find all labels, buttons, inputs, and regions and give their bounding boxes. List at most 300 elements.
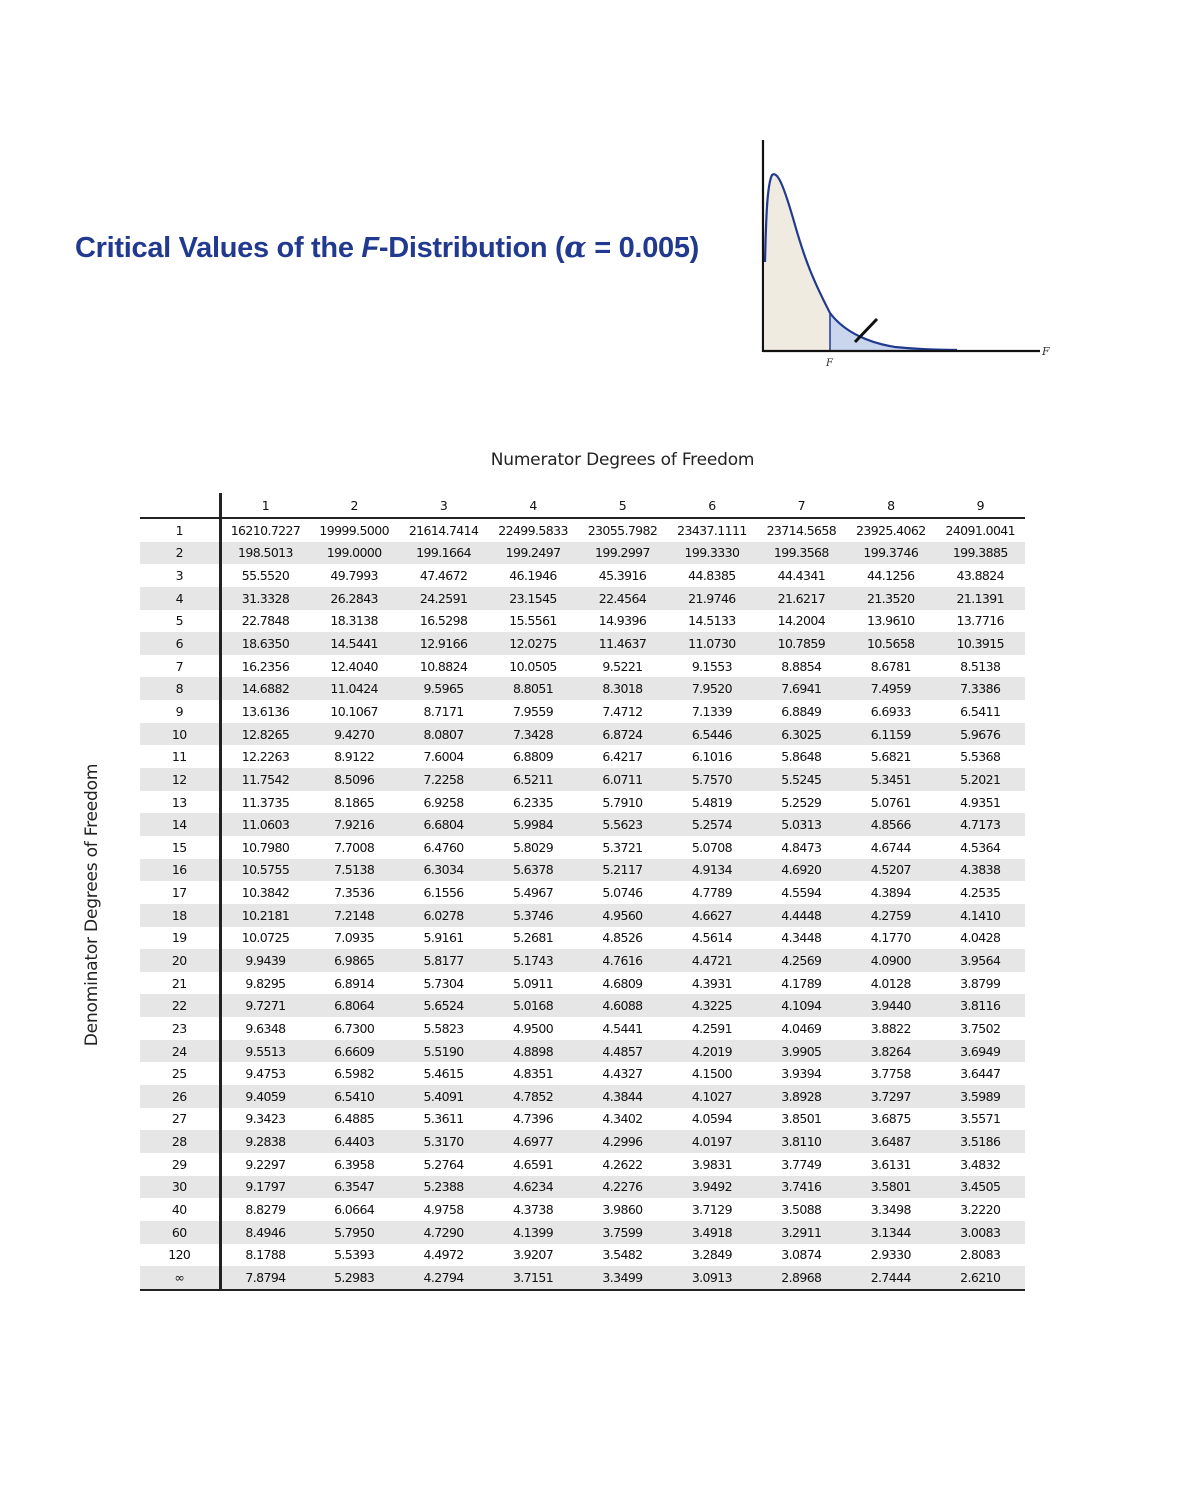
table-cell: 7.9559 bbox=[512, 703, 554, 719]
table-cell: 199.3746 bbox=[863, 545, 919, 561]
table-row bbox=[140, 927, 1025, 950]
table-cell: 5.0708 bbox=[691, 839, 732, 855]
table-cell: 6.0711 bbox=[602, 771, 643, 787]
table-cell: 10.5755 bbox=[241, 862, 290, 878]
column-header: 1 bbox=[220, 493, 309, 518]
table-row bbox=[140, 1130, 1025, 1153]
table-cell: 13.9610 bbox=[867, 613, 915, 629]
table-cell: 5.4091 bbox=[423, 1088, 464, 1104]
curve-body-fill bbox=[765, 174, 830, 350]
table-cell: 5.0168 bbox=[512, 998, 554, 1014]
table-cell: 4.5207 bbox=[870, 862, 911, 878]
table-cell: 4.1399 bbox=[512, 1224, 554, 1240]
table-cell: 4.1770 bbox=[870, 930, 911, 946]
table-cell: 12.2263 bbox=[241, 749, 290, 765]
table-cell: 6.5211 bbox=[512, 771, 554, 787]
table-cell: 44.1256 bbox=[867, 568, 915, 584]
table-cell: 3.8116 bbox=[960, 998, 1001, 1014]
table-cell: 6.1016 bbox=[691, 749, 732, 765]
table-cell: 4.5441 bbox=[602, 1020, 643, 1036]
row-header-df: 11 bbox=[140, 745, 220, 768]
table-cell: 5.1743 bbox=[512, 952, 554, 968]
table-cell: 24091.0041 bbox=[945, 522, 1016, 538]
table-cell: 6.0664 bbox=[334, 1202, 375, 1218]
table-cell: 11.3735 bbox=[241, 794, 290, 810]
table-cell: 3.5571 bbox=[960, 1111, 1001, 1127]
table-cell: 6.0278 bbox=[423, 907, 464, 923]
table-row bbox=[140, 1085, 1025, 1108]
table-cell: 3.9394 bbox=[781, 1066, 822, 1082]
table-row bbox=[140, 768, 1025, 791]
table-cell: 4.5364 bbox=[960, 839, 1001, 855]
table-cell: 12.9166 bbox=[419, 636, 468, 652]
table-cell: 3.4918 bbox=[691, 1224, 732, 1240]
table-row bbox=[140, 972, 1025, 995]
table-cell: 8.4946 bbox=[245, 1224, 286, 1240]
table-cell: 6.4885 bbox=[334, 1111, 375, 1127]
table-cell: 5.5190 bbox=[423, 1043, 464, 1059]
table-cell: 3.2220 bbox=[960, 1202, 1001, 1218]
table-cell: 10.1067 bbox=[330, 703, 378, 719]
row-header-df: ∞ bbox=[140, 1266, 220, 1290]
title-suffix: = 0.005) bbox=[586, 232, 700, 264]
page-title bbox=[75, 230, 755, 280]
row-header-df: 29 bbox=[140, 1153, 220, 1176]
table-cell: 4.8526 bbox=[602, 930, 643, 946]
table-cell: 12.4040 bbox=[330, 658, 378, 674]
table-row bbox=[140, 994, 1025, 1017]
table-cell: 23.1545 bbox=[509, 590, 557, 606]
table-cell: 199.1664 bbox=[416, 545, 472, 561]
table-row bbox=[140, 881, 1025, 904]
column-header: 7 bbox=[757, 493, 846, 518]
table-cell: 3.6875 bbox=[870, 1111, 911, 1127]
table-cell: 23925.4062 bbox=[856, 522, 926, 538]
table-cell: 3.9564 bbox=[960, 952, 1001, 968]
table-cell: 4.9500 bbox=[512, 1020, 554, 1036]
table-cell: 22499.5833 bbox=[498, 522, 568, 538]
table-cell: 6.1556 bbox=[423, 885, 464, 901]
table-row bbox=[140, 542, 1025, 565]
row-header-df: 30 bbox=[140, 1176, 220, 1199]
table-cell: 3.3498 bbox=[870, 1202, 911, 1218]
table-cell: 4.3402 bbox=[602, 1111, 643, 1127]
row-header-df: 17 bbox=[140, 881, 220, 904]
table-row bbox=[140, 1198, 1025, 1221]
table-cell: 11.4637 bbox=[598, 636, 647, 652]
table-cell: 44.4341 bbox=[777, 568, 826, 584]
table-cell: 4.3838 bbox=[960, 862, 1001, 878]
table-cell: 5.6821 bbox=[870, 749, 911, 765]
table-cell: 5.2764 bbox=[423, 1156, 464, 1172]
table-cell: 7.3536 bbox=[334, 885, 375, 901]
table-cell: 49.7993 bbox=[330, 568, 378, 584]
table-cell: 4.4327 bbox=[602, 1066, 643, 1082]
table-row bbox=[140, 564, 1025, 587]
table-cell: 4.7852 bbox=[512, 1088, 554, 1104]
table-cell: 6.3547 bbox=[334, 1179, 375, 1195]
table-cell: 3.8799 bbox=[960, 975, 1001, 991]
table-cell: 8.5096 bbox=[334, 771, 375, 787]
table-cell: 4.2622 bbox=[602, 1156, 643, 1172]
table-cell: 6.4760 bbox=[423, 839, 464, 855]
table-cell: 4.6591 bbox=[512, 1156, 554, 1172]
table-cell: 5.7950 bbox=[334, 1224, 375, 1240]
table-cell: 3.7297 bbox=[870, 1088, 911, 1104]
table-cell: 7.0935 bbox=[334, 930, 375, 946]
table-cell: 6.5982 bbox=[334, 1066, 375, 1082]
table-cell: 5.3721 bbox=[602, 839, 643, 855]
table-cell: 3.1344 bbox=[870, 1224, 911, 1240]
table-cell: 4.9758 bbox=[423, 1202, 464, 1218]
table-cell: 16210.7227 bbox=[230, 522, 301, 538]
table-cell: 199.2997 bbox=[595, 545, 650, 561]
table-cell: 5.5245 bbox=[781, 771, 822, 787]
table-cell: 4.6744 bbox=[870, 839, 911, 855]
table-cell: 4.1027 bbox=[691, 1088, 732, 1104]
table-cell: 9.4753 bbox=[245, 1066, 286, 1082]
table-cell: 4.2535 bbox=[960, 885, 1001, 901]
row-header-df: 40 bbox=[140, 1198, 220, 1221]
table-cell: 8.1788 bbox=[245, 1247, 286, 1263]
table-row bbox=[140, 723, 1025, 746]
table-cell: 4.7173 bbox=[960, 817, 1001, 833]
table-cell: 6.8724 bbox=[602, 726, 643, 742]
table-row bbox=[140, 904, 1025, 927]
table-cell: 6.5446 bbox=[691, 726, 732, 742]
row-header-df: 20 bbox=[140, 949, 220, 972]
table-cell: 3.0083 bbox=[960, 1224, 1001, 1240]
table-cell: 5.8177 bbox=[423, 952, 464, 968]
table-cell: 3.4832 bbox=[960, 1156, 1001, 1172]
table-cell: 3.3499 bbox=[578, 1266, 667, 1290]
row-header-df: 18 bbox=[140, 904, 220, 927]
table-cell: 4.2591 bbox=[691, 1020, 732, 1036]
table-cell: 199.2497 bbox=[505, 545, 561, 561]
table-cell: 7.7008 bbox=[334, 839, 375, 855]
column-header: 8 bbox=[846, 493, 935, 518]
table-cell: 4.1789 bbox=[781, 975, 822, 991]
table-cell: 14.6882 bbox=[241, 681, 290, 697]
table-cell: 44.8385 bbox=[688, 568, 736, 584]
table-row bbox=[140, 745, 1025, 768]
row-header-df: 10 bbox=[140, 723, 220, 746]
table-cell: 21614.7414 bbox=[408, 522, 479, 538]
table-cell: 4.0197 bbox=[691, 1134, 732, 1150]
table-cell: 10.2181 bbox=[241, 907, 290, 923]
table-row bbox=[140, 610, 1025, 633]
table-cell: 5.0746 bbox=[602, 885, 643, 901]
table-cell: 13.6136 bbox=[241, 703, 290, 719]
table-cell: 3.2849 bbox=[691, 1247, 732, 1263]
table-cell: 3.8501 bbox=[781, 1111, 822, 1127]
row-header-df: 21 bbox=[140, 972, 220, 995]
table-row bbox=[140, 859, 1025, 882]
table-cell: 2.8083 bbox=[960, 1247, 1001, 1263]
table-cell: 19999.5000 bbox=[319, 522, 389, 538]
table-cell: 8.6781 bbox=[870, 658, 911, 674]
table-cell: 24.2591 bbox=[419, 590, 468, 606]
f-distribution-figure bbox=[745, 130, 1065, 375]
corner-cell bbox=[140, 493, 220, 518]
table-cell: 5.9984 bbox=[512, 817, 554, 833]
table-cell: 3.9492 bbox=[691, 1179, 732, 1195]
row-header-df: 15 bbox=[140, 836, 220, 859]
row-header-df: 2 bbox=[140, 542, 220, 565]
table-cell: 9.6348 bbox=[245, 1020, 286, 1036]
table-cell: 7.6004 bbox=[423, 749, 464, 765]
table-cell: 5.4967 bbox=[512, 885, 554, 901]
table-cell: 3.5186 bbox=[960, 1134, 1001, 1150]
row-header-df: 27 bbox=[140, 1108, 220, 1131]
row-header-df: 19 bbox=[140, 927, 220, 950]
table-cell: 3.5482 bbox=[602, 1247, 643, 1263]
table-cell: 5.2388 bbox=[423, 1179, 464, 1195]
table-cell: 4.6234 bbox=[512, 1179, 554, 1195]
table-cell: 9.5965 bbox=[423, 681, 464, 697]
table-cell: 10.0725 bbox=[241, 930, 290, 946]
table-cell: 4.5614 bbox=[691, 930, 732, 946]
header-row bbox=[140, 493, 1025, 518]
table-cell: 4.3844 bbox=[602, 1088, 643, 1104]
table-cell: 4.4972 bbox=[423, 1247, 464, 1263]
table-cell: 3.5801 bbox=[870, 1179, 911, 1195]
table-cell: 3.5989 bbox=[960, 1088, 1001, 1104]
table-cell: 11.0730 bbox=[688, 636, 736, 652]
table-cell: 6.5410 bbox=[334, 1088, 375, 1104]
table-cell: 2.6210 bbox=[936, 1266, 1026, 1290]
table-row bbox=[140, 1062, 1025, 1085]
table-cell: 8.8854 bbox=[781, 658, 822, 674]
table-cell: 4.6809 bbox=[602, 975, 643, 991]
table-cell: 18.3138 bbox=[330, 613, 378, 629]
table-cell: 4.8473 bbox=[781, 839, 822, 855]
numerator-df-label: Numerator Degrees of Freedom bbox=[490, 450, 755, 470]
table-cell: 5.2983 bbox=[309, 1266, 398, 1290]
table-cell: 21.6217 bbox=[777, 590, 826, 606]
row-header-df: 9 bbox=[140, 700, 220, 723]
table-cell: 3.5088 bbox=[781, 1202, 822, 1218]
column-header: 2 bbox=[309, 493, 398, 518]
table-cell: 4.6088 bbox=[602, 998, 643, 1014]
table-cell: 5.0911 bbox=[512, 975, 554, 991]
critical-f-label: F bbox=[826, 358, 833, 369]
x-axis-f-label: F bbox=[1042, 345, 1050, 358]
table-cell: 6.9258 bbox=[423, 794, 464, 810]
table-cell: 14.2004 bbox=[777, 613, 826, 629]
table-cell: 3.6949 bbox=[960, 1043, 1001, 1059]
table-cell: 3.4505 bbox=[960, 1179, 1001, 1195]
table-cell: 6.8914 bbox=[334, 975, 375, 991]
row-header-df: 23 bbox=[140, 1017, 220, 1040]
table-cell: 31.3328 bbox=[241, 590, 290, 606]
table-cell: 9.5221 bbox=[602, 658, 643, 674]
table-cell: 8.8051 bbox=[512, 681, 554, 697]
row-header-df: 5 bbox=[140, 610, 220, 633]
table-cell: 9.3423 bbox=[245, 1111, 286, 1127]
table-cell: 12.8265 bbox=[241, 726, 290, 742]
title-prefix: Critical Values of the bbox=[75, 232, 362, 264]
column-header: 3 bbox=[399, 493, 488, 518]
table-cell: 8.7171 bbox=[423, 703, 464, 719]
table-cell: 4.9560 bbox=[602, 907, 643, 923]
table-cell: 8.3018 bbox=[602, 681, 643, 697]
table-cell: 3.7502 bbox=[960, 1020, 1001, 1036]
table-cell: 5.5368 bbox=[960, 749, 1001, 765]
table-cell: 5.3746 bbox=[512, 907, 554, 923]
table-cell: 3.8110 bbox=[781, 1134, 822, 1150]
table-cell: 4.0469 bbox=[781, 1020, 822, 1036]
table-cell: 4.2276 bbox=[602, 1179, 643, 1195]
table-cell: 6.8064 bbox=[334, 998, 375, 1014]
column-header: 6 bbox=[667, 493, 756, 518]
table-cell: 3.9860 bbox=[602, 1202, 643, 1218]
table-cell: 10.5658 bbox=[867, 636, 915, 652]
table-cell: 4.6920 bbox=[781, 862, 822, 878]
table-cell: 3.0874 bbox=[781, 1247, 822, 1263]
table-cell: 3.6447 bbox=[960, 1066, 1001, 1082]
table-cell: 5.8029 bbox=[512, 839, 554, 855]
table-cell: 199.3885 bbox=[952, 545, 1008, 561]
table-cell: 5.2117 bbox=[602, 862, 643, 878]
table-row bbox=[140, 700, 1025, 723]
row-header-df: 22 bbox=[140, 994, 220, 1017]
row-header-df: 25 bbox=[140, 1062, 220, 1085]
table-cell: 3.7599 bbox=[602, 1224, 643, 1240]
table-cell: 5.7910 bbox=[602, 794, 643, 810]
table-cell: 5.4615 bbox=[423, 1066, 464, 1082]
table-cell: 4.1500 bbox=[691, 1066, 732, 1082]
table-cell: 46.1946 bbox=[509, 568, 557, 584]
table-cell: 8.0807 bbox=[423, 726, 464, 742]
table-cell: 5.7570 bbox=[691, 771, 732, 787]
row-header-df: 4 bbox=[140, 587, 220, 610]
table-cell: 3.7758 bbox=[870, 1066, 911, 1082]
table-row bbox=[140, 836, 1025, 859]
table-cell: 6.8809 bbox=[512, 749, 554, 765]
table-cell: 4.2996 bbox=[602, 1134, 643, 1150]
table-cell: 4.0428 bbox=[960, 930, 1001, 946]
table-cell: 26.2843 bbox=[330, 590, 378, 606]
row-header-df: 60 bbox=[140, 1221, 220, 1244]
f-critical-values-table bbox=[140, 493, 1025, 1291]
table-cell: 3.7749 bbox=[781, 1156, 822, 1172]
table-cell: 199.3330 bbox=[684, 545, 740, 561]
table-cell: 4.2019 bbox=[691, 1043, 732, 1059]
table-cell: 6.2335 bbox=[512, 794, 554, 810]
table-cell: 10.8824 bbox=[419, 658, 468, 674]
table-cell: 4.8898 bbox=[512, 1043, 554, 1059]
denominator-df-label: Denominator Degrees of Freedom bbox=[82, 763, 102, 1047]
row-header-df: 13 bbox=[140, 791, 220, 814]
table-cell: 4.3448 bbox=[781, 930, 822, 946]
table-cell: 10.7859 bbox=[777, 636, 826, 652]
table-cell: 9.1797 bbox=[245, 1179, 286, 1195]
table-cell: 5.6524 bbox=[423, 998, 464, 1014]
table-cell: 6.6804 bbox=[423, 817, 464, 833]
table-cell: 4.7616 bbox=[602, 952, 643, 968]
table-cell: 4.8351 bbox=[512, 1066, 554, 1082]
table-cell: 3.8822 bbox=[870, 1020, 911, 1036]
table-cell: 14.5133 bbox=[688, 613, 736, 629]
table-cell: 9.8295 bbox=[245, 975, 286, 991]
table-cell: 3.8264 bbox=[870, 1043, 911, 1059]
table-cell: 5.0313 bbox=[781, 817, 822, 833]
table-cell: 5.8648 bbox=[781, 749, 822, 765]
table-cell: 2.7444 bbox=[846, 1266, 935, 1290]
title-f-symbol: F bbox=[361, 232, 379, 264]
table-cell: 3.9207 bbox=[512, 1247, 554, 1263]
table-cell: 7.8794 bbox=[220, 1266, 309, 1290]
table-cell: 21.3520 bbox=[867, 590, 915, 606]
table-cell: 5.9676 bbox=[960, 726, 1001, 742]
table-cell: 10.7980 bbox=[241, 839, 290, 855]
row-header-df: 14 bbox=[140, 813, 220, 836]
title-alpha-symbol: α bbox=[564, 230, 587, 264]
table-cell: 5.2021 bbox=[960, 771, 1001, 787]
table-cell: 14.5441 bbox=[330, 636, 378, 652]
table-cell: 8.9122 bbox=[334, 749, 375, 765]
table-row bbox=[140, 1108, 1025, 1131]
row-header-df: 24 bbox=[140, 1040, 220, 1063]
table-cell: 4.1094 bbox=[781, 998, 822, 1014]
table-cell: 4.9351 bbox=[960, 794, 1001, 810]
table-cell: 22.7848 bbox=[241, 613, 290, 629]
table-cell: 14.9396 bbox=[598, 613, 647, 629]
table-row bbox=[140, 1221, 1025, 1244]
title-middle: -Distribution ( bbox=[378, 232, 565, 264]
table-cell: 3.7129 bbox=[691, 1202, 732, 1218]
table-cell: 10.3842 bbox=[241, 885, 290, 901]
table-cell: 7.4959 bbox=[870, 681, 911, 697]
table-cell: 45.3916 bbox=[598, 568, 647, 584]
table-cell: 9.9439 bbox=[245, 952, 286, 968]
table-cell: 6.5411 bbox=[960, 703, 1001, 719]
table-cell: 2.9330 bbox=[870, 1247, 911, 1263]
table-cell: 11.7542 bbox=[241, 771, 290, 787]
table-cell: 6.8849 bbox=[781, 703, 822, 719]
table-cell: 18.6350 bbox=[241, 636, 290, 652]
table-row bbox=[140, 587, 1025, 610]
table-cell: 9.1553 bbox=[691, 658, 732, 674]
table-cell: 6.3958 bbox=[334, 1156, 375, 1172]
table-cell: 6.3025 bbox=[781, 726, 822, 742]
table-cell: 7.2258 bbox=[423, 771, 464, 787]
row-header-df: 16 bbox=[140, 859, 220, 882]
column-header: 5 bbox=[578, 493, 667, 518]
table-cell: 4.2759 bbox=[870, 907, 911, 923]
table-cell: 9.2838 bbox=[245, 1134, 286, 1150]
table-row bbox=[140, 1040, 1025, 1063]
table-cell: 8.5138 bbox=[960, 658, 1001, 674]
table-cell: 6.6933 bbox=[870, 703, 911, 719]
table-row bbox=[140, 518, 1025, 542]
table-cell: 6.3034 bbox=[423, 862, 464, 878]
table-row bbox=[140, 1176, 1025, 1199]
table-cell: 5.3611 bbox=[423, 1111, 464, 1127]
table-cell: 8.8279 bbox=[245, 1202, 286, 1218]
table-cell: 5.3451 bbox=[870, 771, 911, 787]
table-cell: 5.3170 bbox=[423, 1134, 464, 1150]
table-cell: 4.9134 bbox=[691, 862, 732, 878]
table-cell: 7.3386 bbox=[960, 681, 1001, 697]
table-row bbox=[140, 655, 1025, 678]
table-cell: 9.4270 bbox=[334, 726, 375, 742]
table-cell: 3.6487 bbox=[870, 1134, 911, 1150]
table-cell: 4.0594 bbox=[691, 1111, 732, 1127]
table-cell: 2.8968 bbox=[757, 1266, 846, 1290]
table-cell: 5.2574 bbox=[691, 817, 732, 833]
